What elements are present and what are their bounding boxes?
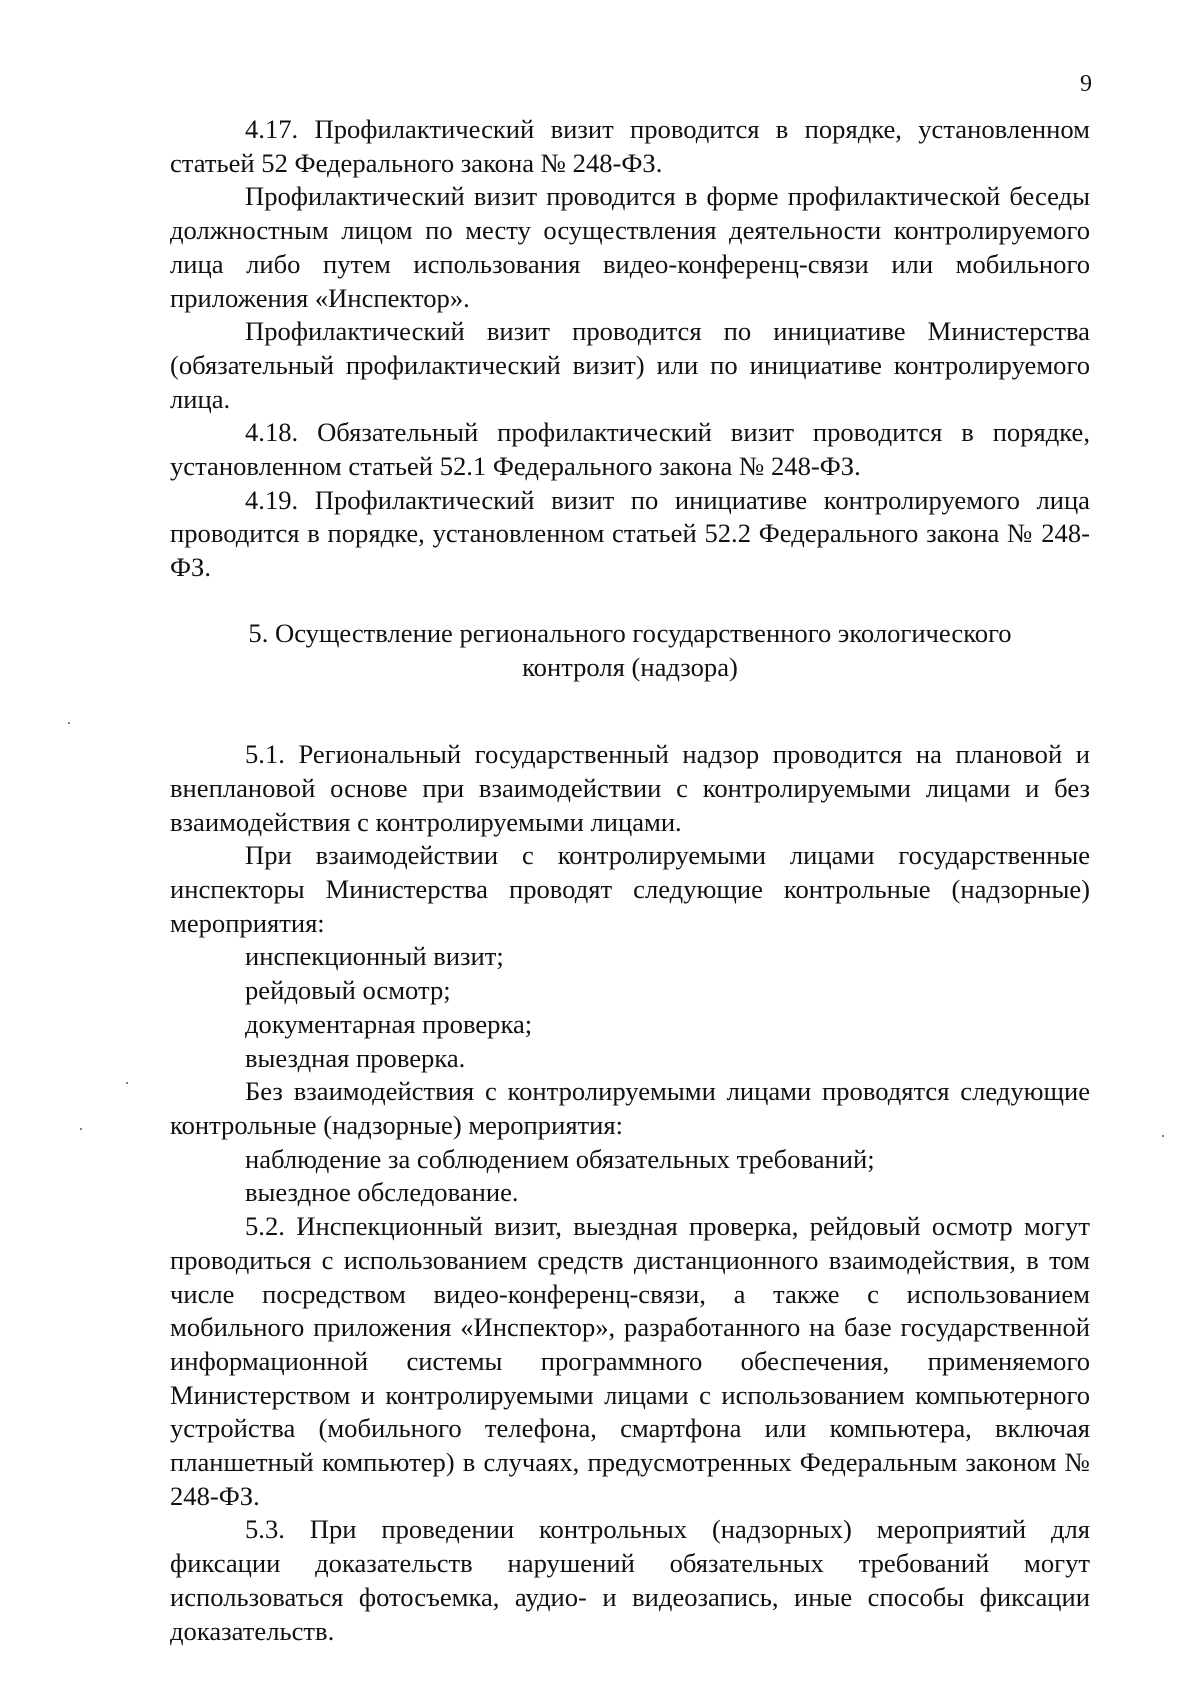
section-heading-line: 5. Осуществление регионального государственного экологического bbox=[248, 617, 1012, 648]
paragraph-4-17: 4.17. Профилактический визит проводится в порядке, установленном статьей 52 Федерального закона № 248-ФЗ. bbox=[170, 114, 1090, 178]
list-item: выездная проверка. bbox=[245, 1042, 466, 1073]
paragraph-4-19: 4.19. Профилактический визит по инициативе контролируемого лица проводится в порядке, установленном статьей 52.2 Федерального закона № 248-ФЗ. bbox=[170, 484, 1090, 583]
list-item: выездное обследование. bbox=[245, 1177, 519, 1208]
paragraph: Профилактический визит проводится по инициативе Министерства (обязательный профилактический визит) или по инициативе контролируемого лица. bbox=[170, 316, 1090, 414]
paragraph-5-1: 5.1. Региональный государственный надзор проводится на плановой и внеплановой основе при взаимодействии с контролируемыми лицами и без взаимодействия с контролируемыми лицами. bbox=[170, 739, 1090, 837]
list-item: инспекционный визит; bbox=[245, 941, 504, 972]
section-heading bbox=[170, 617, 1090, 684]
paragraph-4-18: 4.18. Обязательный профилактический визит проводится в порядке, установленном статьей 52.1 Федерального закона № 248-ФЗ. bbox=[170, 417, 1090, 482]
list-item: наблюдение за соблюдением обязательных требований; bbox=[245, 1143, 875, 1174]
scan-speck bbox=[68, 722, 70, 724]
paragraph: Без взаимодействия с контролируемыми лицами проводятся следующие контрольные (надзорные) мероприятия: bbox=[170, 1076, 1090, 1140]
paragraph-5-3: 5.3. При проведении контрольных (надзорных) мероприятий для фиксации доказательств нарушений обязательных требований могут использоваться фотосъемка, аудио- и видеозапись, иные способы фиксации доказательств. bbox=[170, 1514, 1090, 1646]
paragraph: При взаимодействии с контролируемыми лицами государственные инспекторы Министерства проводят следующие контрольные (надзорные) мероприятия: bbox=[170, 840, 1090, 938]
paragraph: Профилактический визит проводится в форме профилактической беседы должностным лицом по месту осуществления деятельности контролируемого лица либо путем использования видео-конференц-связи или мобильного приложения «Инспектор». bbox=[170, 181, 1090, 313]
page-number: 9 bbox=[1080, 71, 1092, 97]
list-item: рейдовый осмотр; bbox=[245, 975, 451, 1006]
scan-speck bbox=[80, 1128, 82, 1130]
document-body bbox=[170, 113, 1090, 1648]
scan-speck bbox=[1162, 1135, 1164, 1137]
scan-speck bbox=[126, 1082, 128, 1084]
list-item: документарная проверка; bbox=[245, 1008, 533, 1039]
paragraph-5-2: 5.2. Инспекционный визит, выездная проверка, рейдовый осмотр могут проводиться с использованием средств дистанционного взаимодействия, в том числе посредством видео-конференц-связи, а также с использованием мобильного приложения «Инспектор», разработанного на базе государственной информационной системы программного обеспечения, применяемого Министерством и контролируемыми лицами с использованием компьютерного устройства (мобильного телефона, смартфона или компьютера, включая планшетный компьютер) в случаях, предусмотренных Федеральным законом № 248-ФЗ. bbox=[170, 1211, 1090, 1511]
section-heading-line: контроля (надзора) bbox=[522, 651, 738, 682]
